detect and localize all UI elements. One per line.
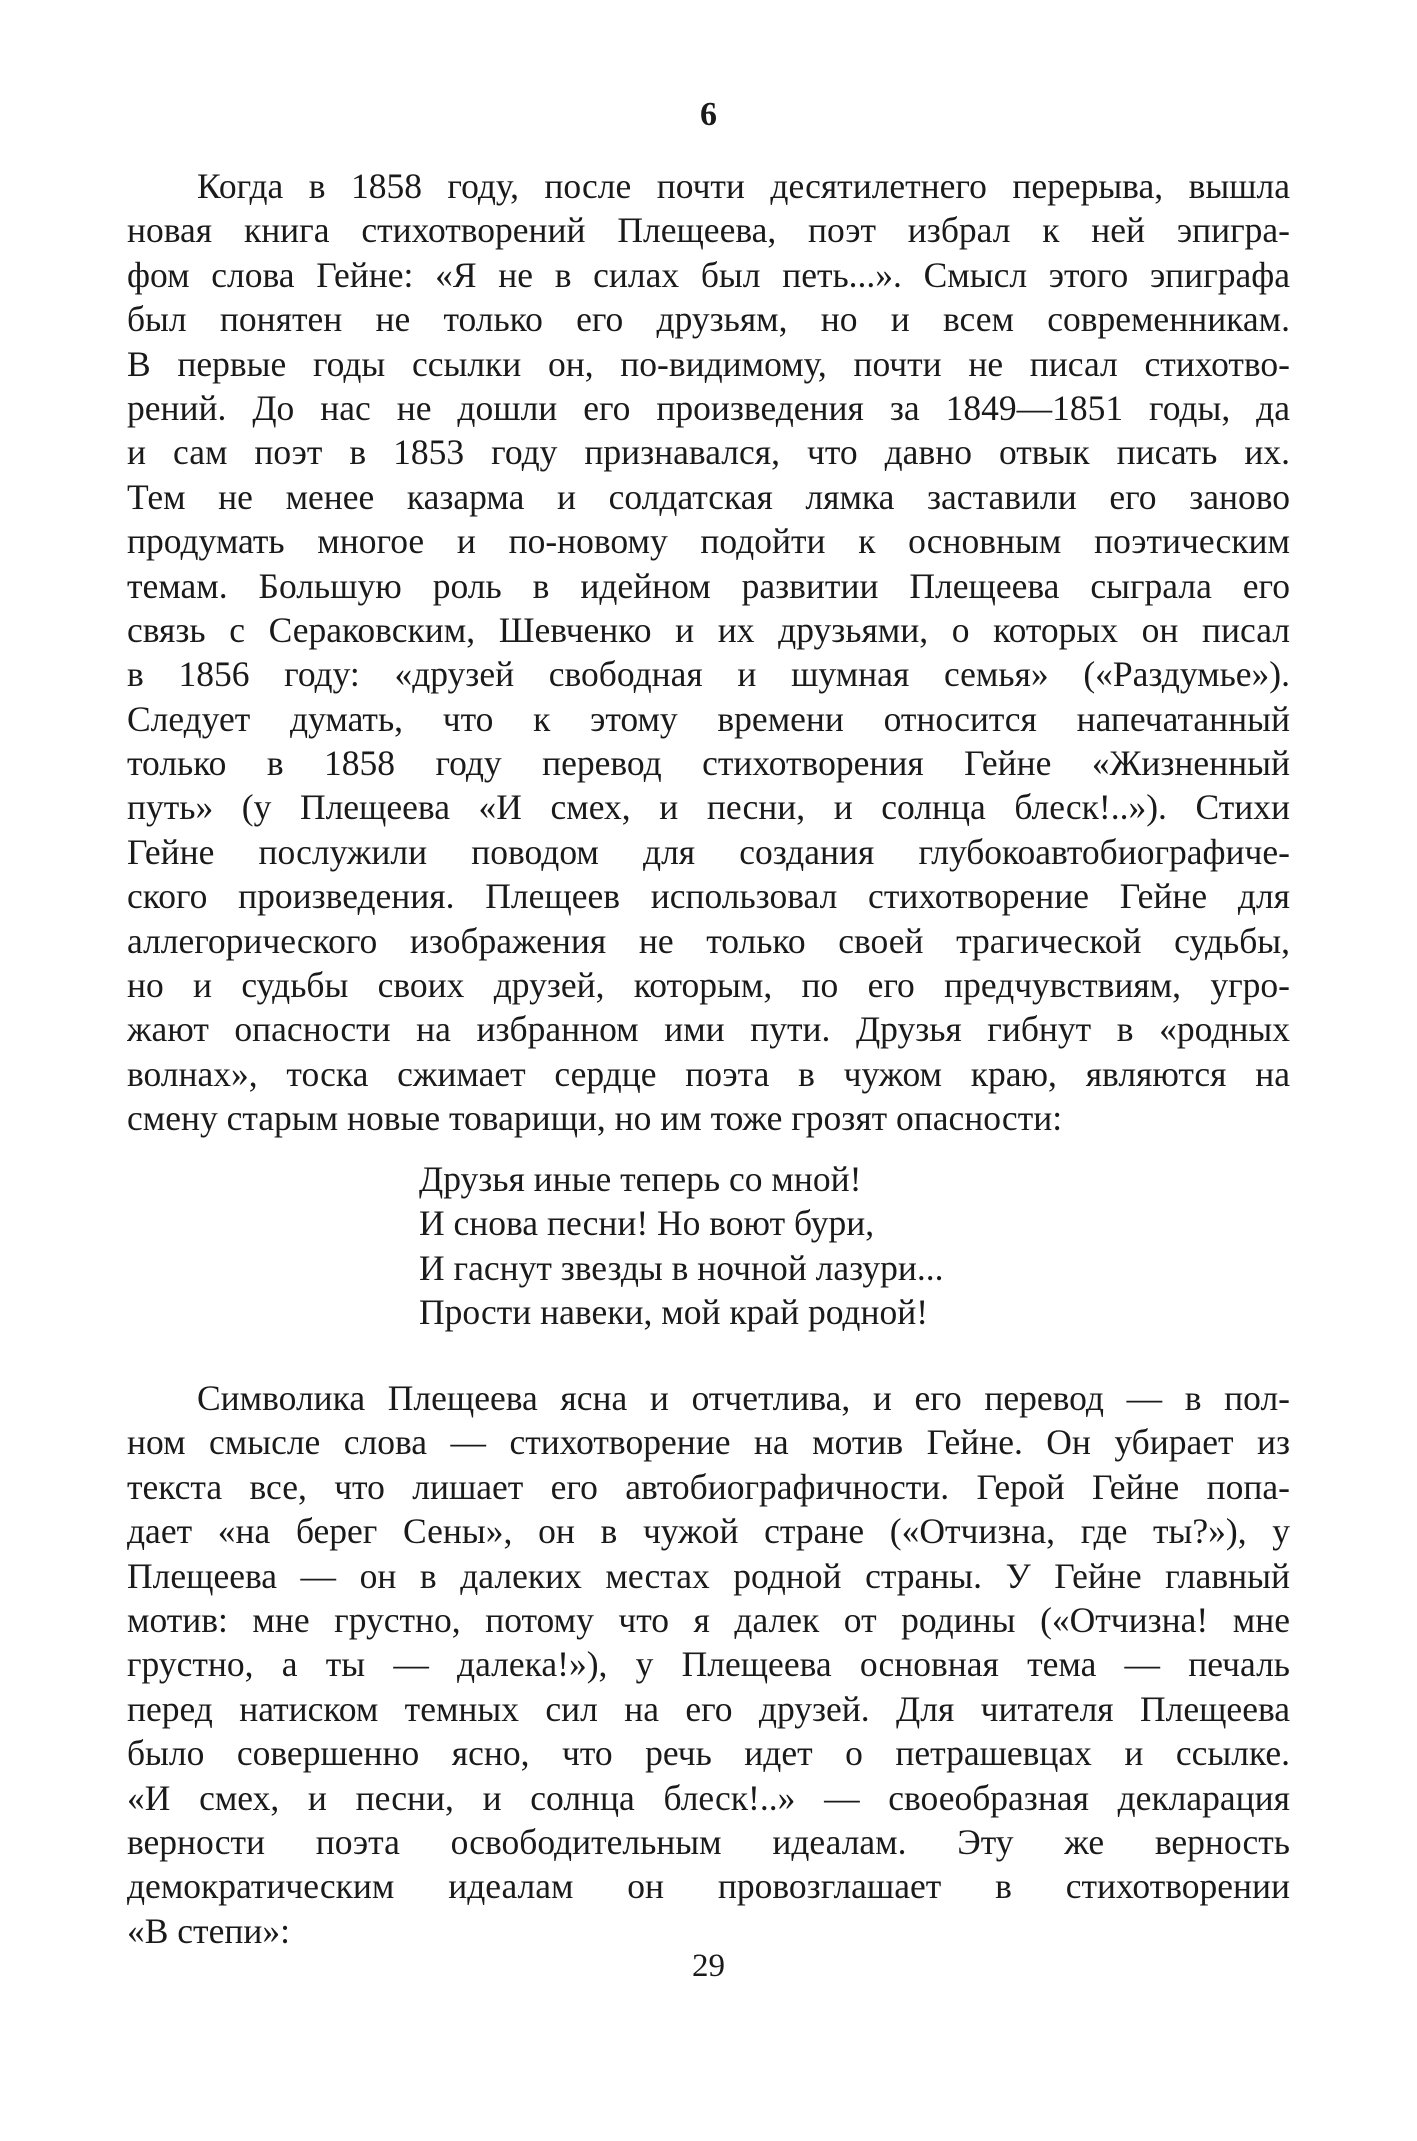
text-line: Следует думать, что к этому времени относится напечатанный	[127, 698, 1290, 739]
text-line: новая книга стихотворений Плещеева, поэт избрал к ней эпигра-	[127, 210, 1290, 251]
text-line: Когда в 1858 году, после почти десятилетнего перерыва, вышла	[197, 166, 1290, 206]
text-line: и сам поэт в 1853 году признавался, что давно отвык писать их.	[127, 432, 1290, 473]
text-line: В первые годы ссылки он, по-видимому, почти не писал стихотво-	[127, 343, 1290, 384]
text-line: в 1856 году: «друзей свободная и шумная семья» («Раздумье»).	[127, 654, 1290, 695]
text-line: ном смысле слова — стихотворение на мотив Гейне. Он убирает из	[127, 1422, 1290, 1463]
paragraph-2	[127, 1376, 1290, 1953]
text-line: путь» (у Плещеева «И смех, и песни, и солнца блеск!..»). Стихи	[127, 787, 1290, 828]
text-line: был понятен не только его друзьям, но и всем современникам.	[127, 299, 1290, 340]
text-line: было совершенно ясно, что речь идет о петрашевцах и ссылке.	[127, 1733, 1290, 1774]
poem-verse: Прости навеки, мой край родной!	[419, 1292, 929, 1333]
text-line: аллегорического изображения не только своей трагической судьбы,	[127, 920, 1290, 961]
poem-verse: И снова песни! Но воют бури,	[419, 1203, 875, 1244]
signature-mark: 6	[700, 96, 717, 133]
text-line: «И смех, и песни, и солнца блеск!..» — своеобразная декларация	[127, 1777, 1290, 1818]
poem-verse: Друзья иные теперь со мной!	[419, 1159, 862, 1199]
poem-verse: И гаснут звезды в ночной лазури...	[419, 1247, 944, 1288]
text-line: Плещеева — он в далеких местах родной страны. У Гейне главный	[127, 1555, 1290, 1596]
text-line: «В степи»:	[127, 1910, 290, 1951]
text-line: смену старым новые товарищи, но им тоже грозят опасности:	[127, 1098, 1063, 1139]
text-line: связь с Сераковским, Шевченко и их друзьями, о которых он писал	[127, 609, 1290, 650]
text-line: Гейне послужили поводом для создания глубокоавтобиографиче-	[127, 831, 1290, 872]
text-line: дает «на берег Сены», он в чужой стране («Отчизна, где ты?»), у	[127, 1511, 1290, 1552]
text-line: Тем не менее казарма и солдатская лямка заставили его заново	[127, 476, 1290, 517]
text-line: верности поэта освободительным идеалам. Эту же верность	[127, 1821, 1290, 1862]
text-line: продумать многое и по-новому подойти к основным поэтическим	[127, 521, 1290, 562]
page-number: 29	[692, 1948, 725, 1984]
text-line: грустно, а ты — далека!»), у Плещеева основная тема — печаль	[127, 1644, 1290, 1685]
text-line: рений. До нас не дошли его произведения за 1849—1851 годы, да	[127, 387, 1290, 428]
text-line: демократическим идеалам он провозглашает в стихотворении	[127, 1866, 1290, 1907]
text-line: жают опасности на избранном ими пути. Друзья гибнут в «родных	[127, 1009, 1290, 1050]
text-line: текста все, что лишает его автобиографичности. Герой Гейне попа-	[127, 1466, 1290, 1507]
text-line: фом слова Гейне: «Я не в силах был петь...». Смысл этого эпиграфа	[127, 254, 1290, 295]
paragraph-1	[127, 164, 1290, 1141]
text-line: ского произведения. Плещеев использовал стихотворение Гейне для	[127, 876, 1290, 917]
text-line: мотив: мне грустно, потому что я далек от родины («Отчизна! мне	[127, 1599, 1290, 1640]
text-line: только в 1858 году перевод стихотворения Гейне «Жизненный	[127, 743, 1290, 784]
text-line: перед натиском темных сил на его друзей. Для читателя Плещеева	[127, 1688, 1290, 1729]
text-line: волнах», тоска сжимает сердце поэта в чужом краю, являются на	[127, 1053, 1290, 1094]
poem-quotation	[419, 1157, 943, 1335]
text-line: Символика Плещеева ясна и отчетлива, и его перевод — в пол-	[197, 1378, 1290, 1418]
text-line: темам. Большую роль в идейном развитии Плещеева сыграла его	[127, 565, 1290, 606]
text-line: но и судьбы своих друзей, которым, по его предчувствиям, угро-	[127, 965, 1290, 1006]
